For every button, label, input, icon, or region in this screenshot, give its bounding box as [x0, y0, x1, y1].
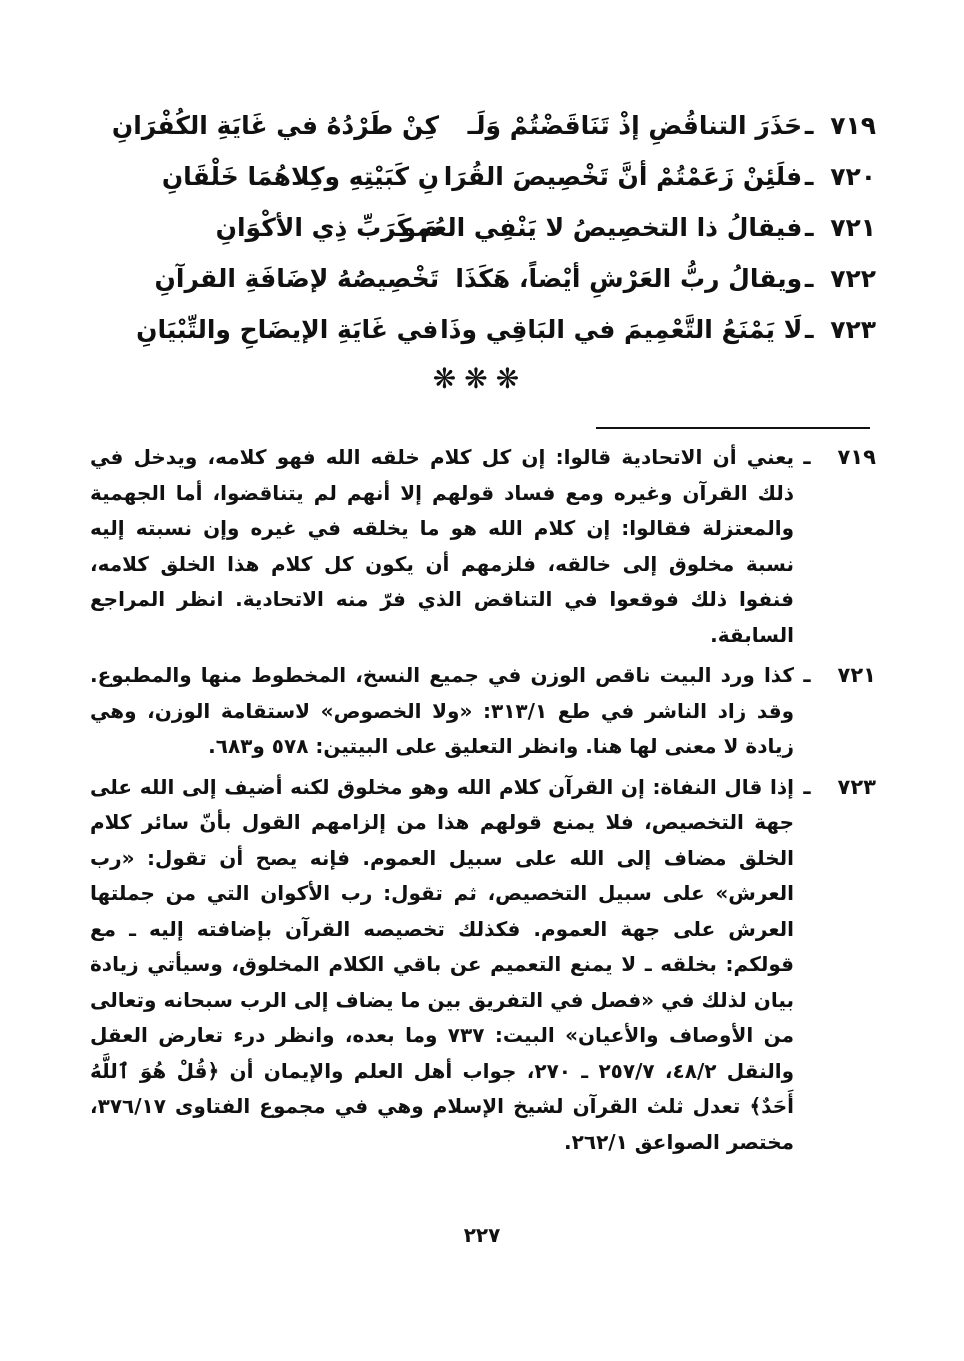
footnote-text: يعني أن الاتحادية قالوا: إن كل كلام خلقه الله فهو كلامه، ويدخل في ذلك القرآن وغيره ومع فساد قولهم إلا أنهم لم يتناقضوا، أما الجهمية والمعتزلة فقالوا: إن كلام الله هو ما يخلقه في غيره وإن نسبته إليه نسبة مخلوق إلى خالقه، فلزمهم أن يكون كل كلام هذا الخلق كلامه، فنفوا ذلك فوقعوا في التناقض الذي فرّ منه الاتحادية. انظر المراجع السابقة. — [90, 445, 794, 647]
footnote-divider — [596, 427, 870, 429]
verse-number: ٧١٩ — [830, 111, 876, 140]
verse-number: ٧٢٣ — [830, 315, 876, 344]
verse-first-hemistich: فيقالُ ذا التخصِيصُ لا يَنْفِي العُمو — [400, 213, 803, 242]
verse-row — [80, 151, 876, 202]
footnote-number: ٧٢١ — [837, 663, 876, 687]
verse-first-hemistich: لَا يَمْنَعُ التَّعْمِيمَ في البَاقِي وذَا — [440, 315, 803, 344]
verse-first-hemistich: حَذَرَ التناقُضِ إذْ تَنَاقَضْتُمْ وَلَـ — [467, 111, 803, 140]
footnote-number: ٧٢٣ — [837, 774, 876, 799]
footnote-text: إذا قال النفاة: إن القرآن كلام الله وهو مخلوق لكنه أضيف إلى الله على جهة التخصيص، فلا يمنع قولهم هذا من إلزامهم القول بأنّ سائر كلام الخلق مضاف إلى الله على سبيل العموم. فإنه يصح أن تقول: «رب العرش» على سبيل التخصيص، ثم تقول: رب الأكوان التي من جملتها العرش على جهة العموم. فكذلك تخصيصه القرآن بإضافته إليه ـ مع قولكم: بخلقه ـ لا يمنع التعميم عن باقي الكلام المخلوق، وسيأتي زيادة بيان لذلك في «فصل في التفريق بين ما يضاف إلى الرب سبحانه وتعالى من الأوصاف والأعيان» البيت: ٧٣٧ وما بعده، وانظر درء تعارض العقل والنقل ٤٨/٢، ٢٥٧/٧ ـ ٢٧٠، جواب أهل العلم والإيمان أن ﴿قُلْ هُوَ ٱللَّهُ أَحَدٌ﴾ تعدل ثلث القرآن لشيخ الإسلام وهي في مجموع الفتاوى ٣٧٦/١٧، مختصر الصواعق ٢٦٢/١. — [90, 774, 794, 1154]
verse-second-hemistich: في غَايَةِ الإيضَاحِ والتِّبْيَانِ — [136, 315, 439, 344]
footnote-item — [90, 658, 876, 765]
verse-dash: ـ — [804, 162, 814, 191]
verse-second-hemistich: نِ كَبَيْتِهِ وكِلاهُمَا خَلْقَانِ — [161, 162, 440, 191]
verse-second-hemistich: تَخْصِيصُهُ لإضَافَةِ القرآنِ — [154, 264, 440, 293]
footnote-item — [90, 440, 876, 653]
verse-row — [80, 202, 876, 253]
footnote-dash: ـ — [803, 445, 811, 469]
section-separator: ❋❋❋ — [432, 362, 528, 395]
footnotes — [90, 440, 876, 1165]
page-number: ٢٢٧ — [463, 1223, 501, 1247]
footnote-dash: ـ — [803, 774, 811, 799]
verse-number: ٧٢١ — [830, 213, 876, 242]
verse-first-hemistich: فلَئِنْ زَعَمْتُمْ أنَّ تَخْصِيصَ القُرَا — [443, 162, 803, 191]
poem-verses — [80, 100, 876, 355]
verse-first-hemistich: ويقالُ ربُّ العَرْشِ أيْضاً، هَكَذَا — [455, 264, 803, 293]
verse-dash: ـ — [805, 315, 814, 344]
verse-row — [80, 304, 876, 355]
verse-dash: ـ — [804, 264, 814, 293]
footnote-dash: ـ — [803, 663, 811, 687]
verse-second-hemistich: كِنْ طَرْدُهُ في غَايَةِ الكُفْرَانِ — [111, 111, 440, 140]
verse-row — [80, 100, 876, 151]
footnote-item — [90, 770, 876, 1161]
footnote-number: ٧١٩ — [837, 445, 876, 469]
verse-dash: ـ — [805, 213, 814, 242]
footnote-text: كذا ورد البيت ناقص الوزن في جميع النسخ، المخطوط منها والمطبوع. وقد زاد الناشر في طع ٣١٣/١: «ولا الخصوص» لاستقامة الوزن، وهي زيادة لا معنى لها هنا. وانظر التعليق على البيتين: ٥٧٨ و٦٨٣. — [90, 663, 794, 758]
verse-number: ٧٢٠ — [830, 162, 876, 191]
verse-row — [80, 253, 876, 304]
verse-second-hemistich: مَ كَرَبِّ ذِي الأكْوَانِ — [215, 213, 439, 242]
verse-dash: ـ — [804, 111, 814, 140]
verse-number: ٧٢٢ — [830, 264, 876, 293]
